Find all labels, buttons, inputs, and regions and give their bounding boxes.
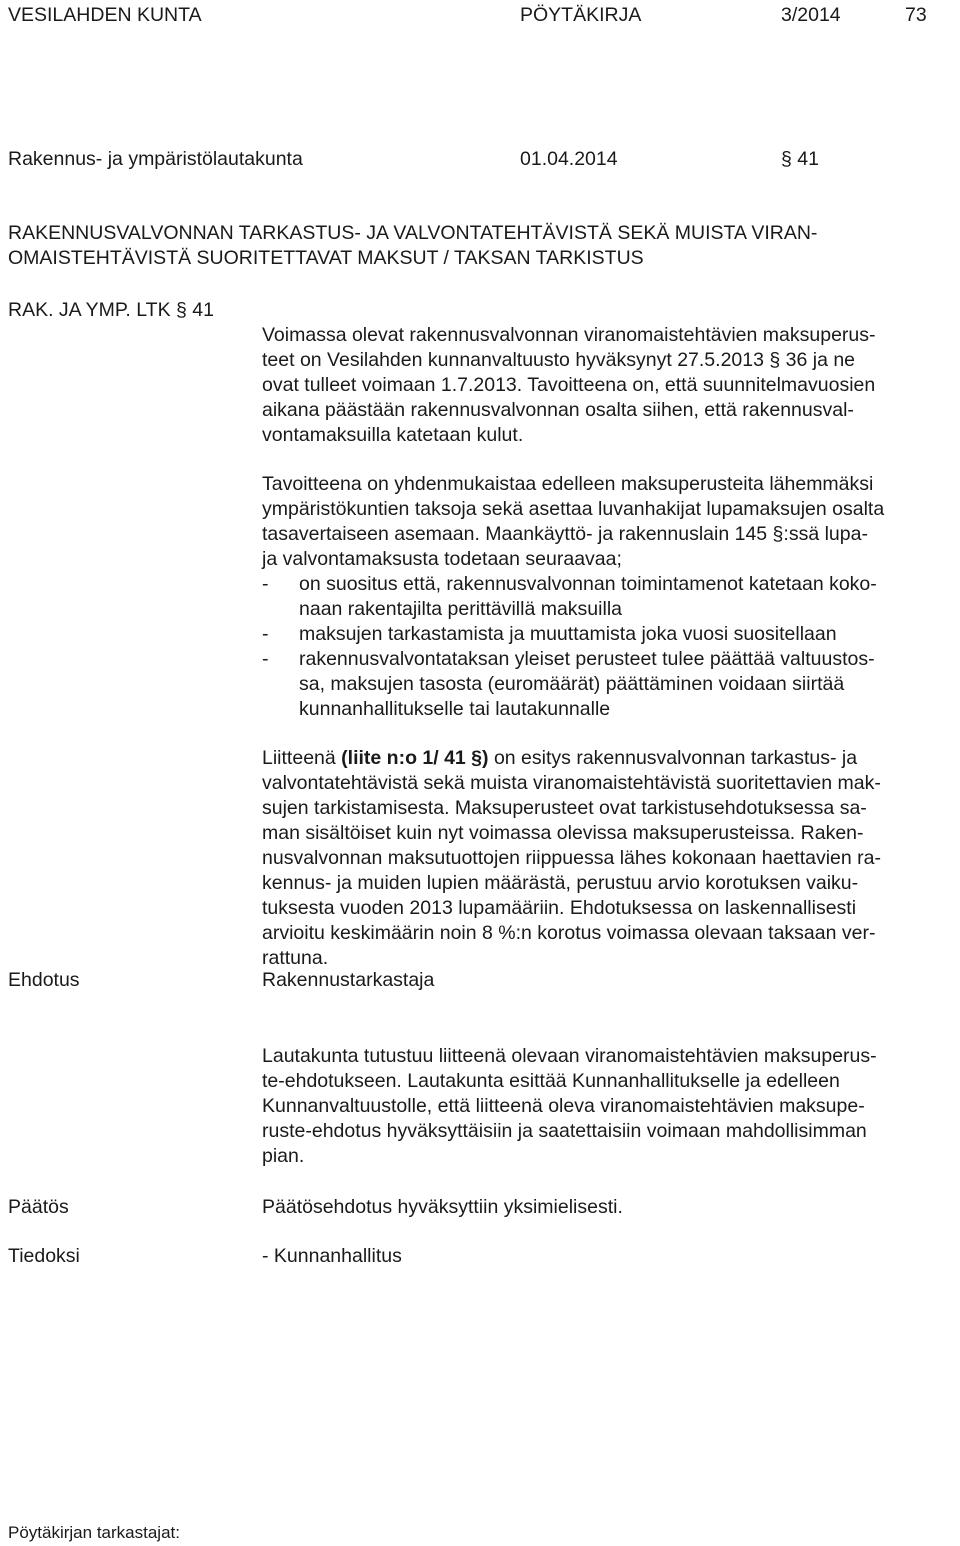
- list-item: - on suositus että, rakennusvalvonnan toimintamenot katetaan koko- naan rakentajilta perittävillä maksuilla: [262, 573, 877, 620]
- committee-name: Rakennus- ja ympäristölautakunta: [8, 148, 303, 170]
- list-dash: -: [262, 623, 269, 645]
- title-line-2: OMAISTEHTÄVISTÄ SUORITETTAVAT MAKSUT / TAKSAN TARKISTUS: [8, 247, 644, 269]
- list-dash: -: [262, 573, 269, 595]
- decision-label: Päätös: [8, 1196, 69, 1218]
- proposal-label: Ehdotus: [8, 969, 80, 991]
- paragraph-goal: Tavoitteena on yhdenmukaistaa edelleen maksuperusteita lähemmäksi ympäristökuntien taksoja sekä asettaa luvanhakijat lupamaksujen osalta tasavertaiseen asemaan. Maankäyttö- ja rakennuslain 145 §:ssä lupa- ja valvontamaksusta todetaan seuraavaa;: [262, 473, 885, 570]
- municipality-name: VESILAHDEN KUNTA: [8, 4, 202, 26]
- paragraph-current-fees: Voimassa olevat rakennusvalvonnan viranomaistehtävien maksuperus- teet on Vesilahden kunnanvaltuusto hyväksynyt 27.5.2013 § 36 ja ne ovat tulleet voimaan 1.7.2013. Tavoitteena on, että suunnitelmavuosien aikana päästään rakennusvalvonnan osalta siihen, että rakennusval- vontamaksuilla katetaan kulut.: [262, 324, 876, 446]
- list-item: - rakennusvalvontataksan yleiset perusteet tulee päättää valtuustos- sa, maksujen tasosta (euromäärät) päättäminen voidaan siirtää kunnanhallitukselle tai lautakunnalle: [262, 648, 875, 720]
- paragraph-attachment: Liitteenä (liite n:o 1/ 41 §) on esitys rakennusvalvonnan tarkastus- ja valvontatehtävistä sekä muista viranomaistehtävistä suoritettavien mak- sujen tarkistamisesta. Maksuperusteet ovat tarkistusehdotuksessa sa- man sisältöiset kuin nyt voimassa olevissa maksuperusteissa. Raken- nusvalvonnan maksutuottojen riippuessa lähes kokonaan haettavien ra- kennus- ja muiden lupien määrästä, perustuu arvio korotuksen vaiku- tuksesta vuoden 2013 lupamääriin. Ehdotuksessa on laskennallisesti arvioitu keskimäärin noin 8 %:n korotus voimassa olevaan taksaan ver- rattuna.: [262, 747, 881, 969]
- issue-number: 3/2014: [781, 4, 841, 26]
- list-item: - maksujen tarkastamista ja muuttamista joka vuosi suositellaan: [262, 623, 837, 645]
- page-number: 73: [905, 4, 927, 26]
- attachment-reference: (liite n:o 1/ 41 §): [341, 747, 489, 769]
- list-dash: -: [262, 648, 269, 670]
- title-line-1: RAKENNUSVALVONNAN TARKASTUS- JA VALVONTATEHTÄVISTÄ SEKÄ MUISTA VIRAN-: [8, 222, 818, 244]
- proposal-text: Lautakunta tutustuu liitteenä olevaan viranomaistehtävien maksuperus- te-ehdotukseen. Lautakunta esittää Kunnanhallitukselle ja edelleen Kunnanvaltuustolle, että liitteenä oleva viranomaistehtävien maksupe- ruste-ehdotus hyväksyttäisiin ja saatettaisiin voimaan mahdollisimman pian.: [262, 1045, 877, 1167]
- law-points-list: [262, 572, 952, 722]
- meeting-date: 01.04.2014: [520, 148, 618, 170]
- notice-text: - Kunnanhallitus: [262, 1245, 402, 1267]
- section-number: § 41: [781, 148, 819, 170]
- footer-inspectors-label: Pöytäkirjan tarkastajat:: [8, 1523, 180, 1542]
- notice-label: Tiedoksi: [8, 1245, 80, 1267]
- document-type: PÖYTÄKIRJA: [520, 4, 642, 26]
- reference-label: RAK. JA YMP. LTK § 41: [8, 299, 214, 321]
- decision-text: Päätösehdotus hyväksyttiin yksimielisesti.: [262, 1196, 623, 1218]
- proposal-presenter: Rakennustarkastaja: [262, 969, 435, 991]
